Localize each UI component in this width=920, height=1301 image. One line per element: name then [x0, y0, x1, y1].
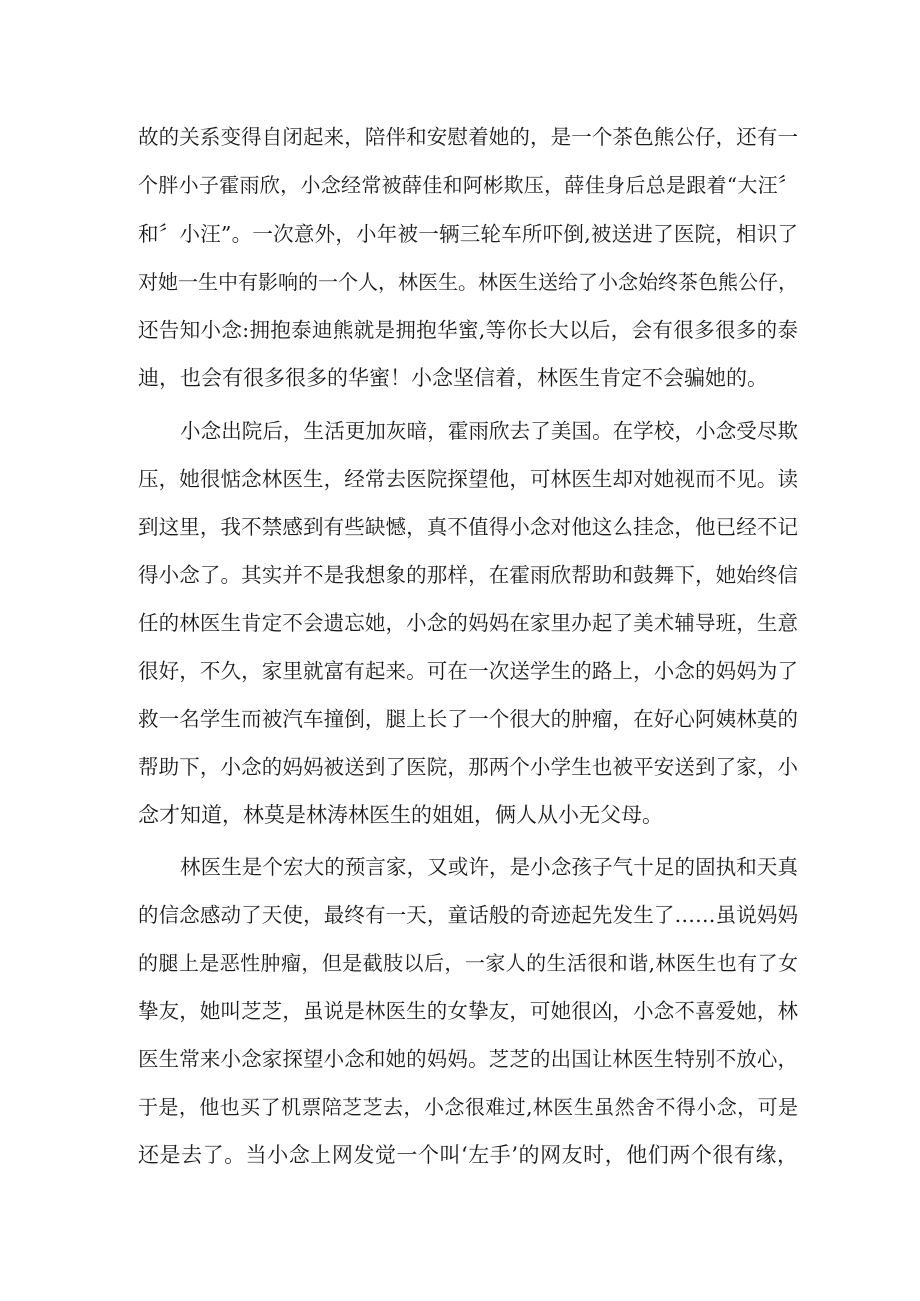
- paragraph-3-line-3: 的腿上是恶性肿瘤，但是截肢以后，一家人的生活很和谐,林医生也有了女: [138, 951, 798, 975]
- paragraph-3-line-6: 于是，他也买了机票陪芝芝去，小念很难过,林医生虽然舍不得小念，可是: [138, 1095, 798, 1119]
- paragraph-2-line-1: 小念出院后，生活更加灰暗，霍雨欣去了美国。在学校，小念受尽欺: [180, 419, 798, 443]
- paragraph-2-line-9: 念才知道，林莫是林涛林医生的姐姐，俩人从小无父母。: [138, 803, 663, 827]
- paragraph-1-line-1: 故的关系变得自闭起来，陪伴和安慰着她的，是一个茶色熊公仔，还有一: [138, 125, 798, 149]
- paragraph-1-line-4: 对她一生中有影响的一个人，林医生。林医生送给了小念始终茶色熊公仔，: [138, 270, 798, 294]
- paragraph-3-line-1: 林医生是个宏大的预言家，又或许，是小念孩子气十足的固执和天真: [180, 855, 798, 879]
- paragraph-2-line-3: 到这里，我不禁感到有些缺憾，真不值得小念对他这么挂念，他已经不记: [138, 515, 798, 539]
- paragraph-3-line-4: 挚友，她叫芝芝，虽说是林医生的女挚友，可她很凶，小念不喜爱她，林: [138, 999, 798, 1023]
- paragraph-1-line-5: 还告知小念:拥抱泰迪熊就是拥抱华蜜,等你长大以后，会有很多很多的泰: [138, 318, 798, 342]
- paragraph-2-line-7: 救一名学生而被汽车撞倒，腿上长了一个很大的肿瘤，在好心阿姨林莫的: [138, 707, 798, 731]
- paragraph-3-line-7: 还是去了。当小念上网发觉一个叫‘左手’的网友时，他们两个很有缘，: [138, 1143, 798, 1167]
- paragraph-2-line-8: 帮助下，小念的妈妈被送到了医院，那两个小学生也被平安送到了家，小: [138, 755, 798, 779]
- paragraph-1-line-3: 和〞小汪”。一次意外，小年被一辆三轮车所吓倒,被送进了医院，相识了: [138, 222, 798, 246]
- paragraph-2-line-6: 很好，不久，家里就富有起来。可在一次送学生的路上，小念的妈妈为了: [138, 659, 798, 683]
- paragraph-1-line-2: 个胖小子霍雨欣，小念经常被薛佳和阿彬欺压，薛佳身后总是跟着“大汪〞: [138, 173, 798, 197]
- paragraph-3-line-5: 医生常来小念家探望小念和她的妈妈。芝芝的出国让林医生特别不放心，: [138, 1047, 798, 1071]
- paragraph-2-line-5: 任的林医生肯定不会遗忘她，小念的妈妈在家里办起了美术辅导班，生意: [138, 611, 798, 635]
- paragraph-3-line-2: 的信念感动了天使，最终有一天，童话般的奇迹起先发生了……虽说妈妈: [138, 903, 798, 927]
- paragraph-1-line-6: 迪，也会有很多很多的华蜜！小念坚信着，林医生肯定不会骗她的。: [138, 366, 768, 390]
- paragraph-2-line-4: 得小念了。其实并不是我想象的那样，在霍雨欣帮助和鼓舞下，她始终信: [138, 563, 798, 587]
- paragraph-2-line-2: 压，她很惦念林医生，经常去医院探望他，可林医生却对她视而不见。读: [138, 467, 798, 491]
